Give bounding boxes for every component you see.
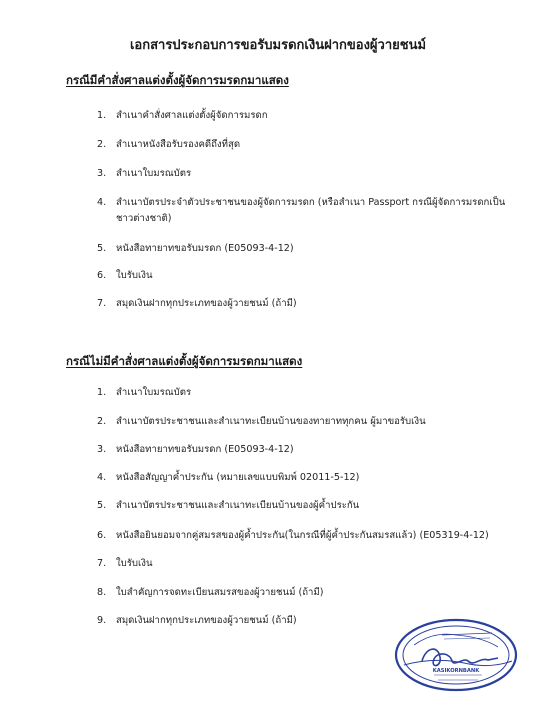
section2-heading: กรณีไม่มีคำสั่งศาลแต่งตั้งผู้จัดการมรดกมาแสดง <box>66 354 303 368</box>
item-number: 1. <box>97 387 107 398</box>
item-text: สำเนาบัตรประชาชนและสำเนาทะเบียนบ้านของผู้ค้ำประกัน <box>116 500 360 511</box>
item-number: 2. <box>97 139 107 150</box>
item-number: 7. <box>97 298 107 309</box>
item-text: หนังสือทายาทขอรับมรดก (E05093-4-12) <box>116 444 294 455</box>
item-text: หนังสือยินยอมจากคู่สมรสของผู้ค้ำประกัน(ในกรณีที่ผู้ค้ำประกันสมรสแล้ว) (E05319-4-12) <box>116 530 489 541</box>
item-number: 3. <box>97 168 107 179</box>
item-number: 8. <box>97 587 107 598</box>
item-text: สำเนาใบมรณบัตร <box>116 168 192 179</box>
item-number: 2. <box>97 416 107 427</box>
item-number: 6. <box>97 530 107 541</box>
item-text: ใบสำคัญการจดทะเบียนสมรสของผู้วายชนม์ (ถ้ามี) <box>116 587 324 598</box>
item-number: 5. <box>97 500 107 511</box>
item-text: สำเนาหนังสือรับรองคดีถึงที่สุด <box>116 139 241 150</box>
item-number: 3. <box>97 444 107 455</box>
item-text: ใบรับเงิน <box>116 270 153 281</box>
item-number: 4. <box>97 472 107 483</box>
item-number: 6. <box>97 270 107 281</box>
section1-heading: กรณีมีคำสั่งศาลแต่งตั้งผู้จัดการมรดกมาแสดง <box>66 73 289 87</box>
bank-stamp <box>394 617 518 693</box>
item-text: หนังสือสัญญาค้ำประกัน (หมายเลขแบบพิมพ์ 02011-5-12) <box>116 472 360 483</box>
item-text: สำเนาบัตรประชาชนและสำเนาทะเบียนบ้านของทายาททุกคน ผู้มาขอรับเงิน <box>116 416 426 427</box>
item-text: สมุดเงินฝากทุกประเภทของผู้วายชนม์ (ถ้ามี) <box>116 298 297 309</box>
item-number: 1. <box>97 110 107 121</box>
stamp-bank-name: KASIKORNBANK <box>432 668 480 674</box>
item-number: 9. <box>97 615 107 626</box>
item-number: 5. <box>97 243 107 254</box>
item-text: สมุดเงินฝากทุกประเภทของผู้วายชนม์ (ถ้ามี) <box>116 615 297 626</box>
item-text: ใบรับเงิน <box>116 558 153 569</box>
item-number: 4. <box>97 197 107 208</box>
item-text: หนังสือทายาทขอรับมรดก (E05093-4-12) <box>116 243 294 254</box>
document-title: เอกสารประกอบการขอรับมรดกเงินฝากของผู้วายชนม์ <box>129 38 427 53</box>
item-text: สำเนาใบมรณบัตร <box>116 387 192 398</box>
item-number: 7. <box>97 558 107 569</box>
item-text: สำเนาคำสั่งศาลแต่งตั้งผู้จัดการมรดก <box>116 110 268 121</box>
item-text: สำเนาบัตรประจำตัวประชาชนของผู้จัดการมรดก (หรือสำเนา Passport กรณีผู้จัดการมรดกเป็นชาวต่างชาติ) <box>116 197 506 224</box>
